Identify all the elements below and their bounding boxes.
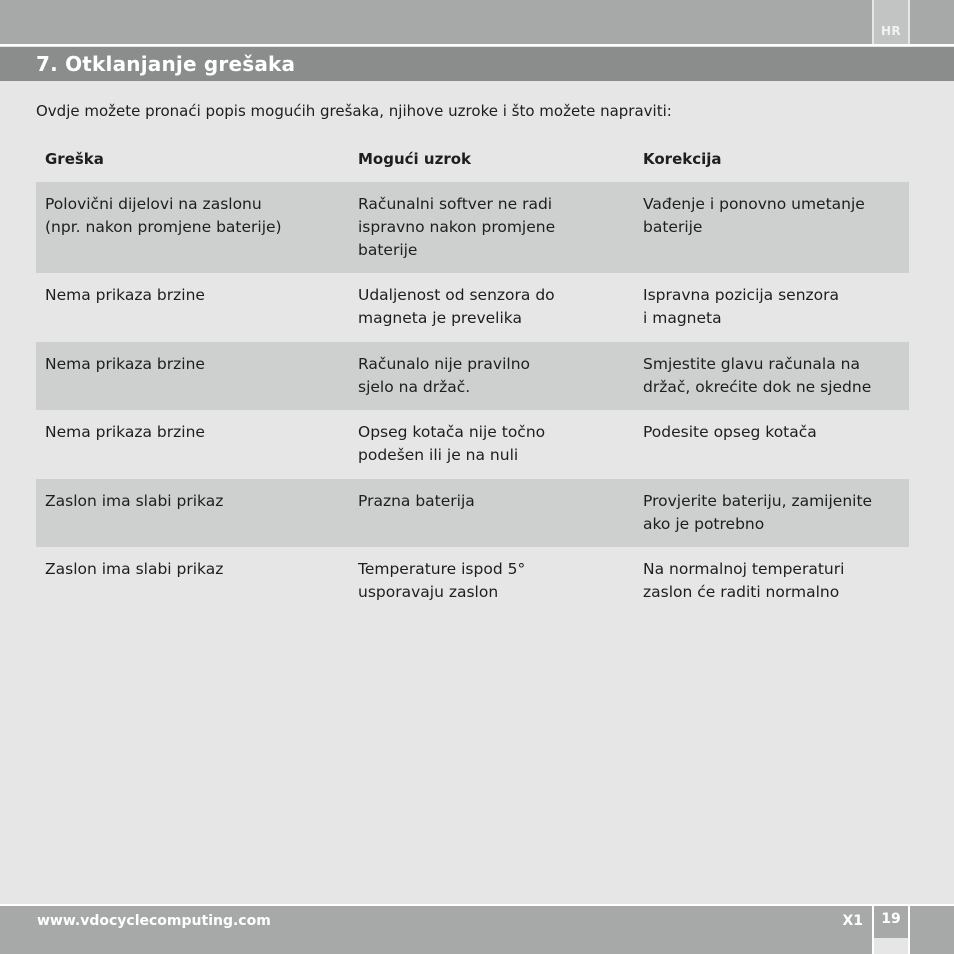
- correction-cell: Podesite opseg kotača: [643, 423, 817, 441]
- section-title-bar: [0, 47, 954, 81]
- error-cell: Zaslon ima slabi prikaz: [45, 492, 224, 510]
- error-cell: Nema prikaza brzine: [45, 423, 205, 441]
- table-row: [36, 547, 909, 616]
- model-label: X1: [842, 913, 863, 929]
- cause-cell: Udaljenost od senzora do magneta je prevelika: [358, 286, 555, 327]
- correction-cell: Smjestite glavu računala na držač, okrećite dok ne sjedne: [643, 355, 872, 396]
- correction-cell: Provjerite bateriju, zamijenite ako je potrebno: [643, 492, 873, 533]
- correction-cell: Na normalnoj temperaturi zaslon će raditi normalno: [643, 560, 845, 601]
- table-row: [36, 182, 909, 273]
- top-divider: [0, 44, 954, 46]
- column-header-cause: Mogući uzrok: [358, 150, 471, 168]
- top-right-block: [910, 0, 954, 44]
- website-link[interactable]: www.vdocyclecomputing.com: [37, 913, 271, 929]
- table-row: [36, 479, 909, 547]
- column-header-correction: Korekcija: [643, 150, 722, 168]
- error-cell: Nema prikaza brzine: [45, 355, 205, 373]
- language-label: HR: [881, 24, 901, 38]
- top-band: [0, 0, 872, 44]
- intro-text: Ovdje možete pronaći popis mogućih grešaka, njihove uzroke i što možete napraviti:: [36, 102, 672, 120]
- error-cell: Polovični dijelovi na zaslonu (npr. nakon promjene baterije): [45, 195, 282, 236]
- page-number: 19: [881, 911, 901, 927]
- cause-cell: Prazna baterija: [358, 492, 475, 510]
- table-header-row: [36, 138, 909, 182]
- troubleshooting-table: [36, 138, 909, 616]
- correction-cell: Vađenje i ponovno umetanje baterije: [643, 195, 865, 236]
- cause-cell: Računalo nije pravilno sjelo na držač.: [358, 355, 531, 396]
- cause-cell: Opseg kotača nije točno podešen ili je na nuli: [358, 423, 546, 464]
- column-header-error: Greška: [45, 150, 104, 168]
- table-row: [36, 342, 909, 410]
- correction-cell: Ispravna pozicija senzora i magneta: [643, 286, 840, 327]
- page-number-box: [874, 906, 908, 938]
- table-row: [36, 410, 909, 479]
- language-tab: [874, 0, 908, 44]
- footer-right-block: [910, 906, 954, 954]
- cause-cell: Temperature ispod 5° usporavaju zaslon: [358, 560, 526, 601]
- table-row: [36, 273, 909, 342]
- section-title: 7. Otklanjanje grešaka: [36, 52, 296, 76]
- error-cell: Nema prikaza brzine: [45, 286, 205, 304]
- error-cell: Zaslon ima slabi prikaz: [45, 560, 224, 578]
- cause-cell: Računalni softver ne radi ispravno nakon promjene baterije: [358, 195, 556, 259]
